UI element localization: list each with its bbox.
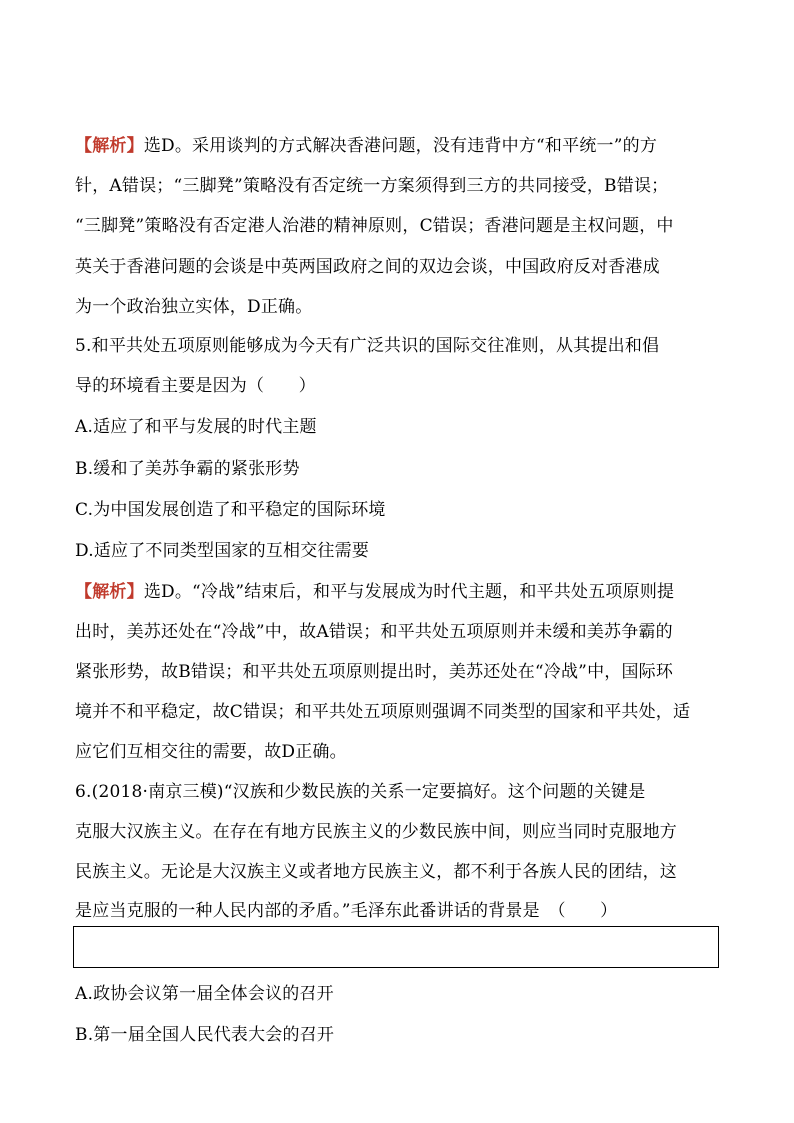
- q4-analysis-line-1: 【解析】选D。采用谈判的方式解决香港问题，没有违背中方“和平统一”的方: [75, 136, 658, 156]
- q5-option-d[interactable]: D.适应了不同类型国家的互相交往需要: [75, 541, 370, 561]
- q6-stem-line-1: 6.(2018·南京三模)“汉族和少数民族的关系一定要搞好。这个问题的关键是: [75, 782, 646, 802]
- q6-stem-line-3: 民族主义。无论是大汉族主义或者地方民族主义，都不利于各族人民的团结，这: [75, 862, 677, 882]
- q6-stem-line-4: 是应当克服的一种人民内部的矛盾。”毛泽东此番讲话的背景是 （ ）: [75, 901, 618, 921]
- q5-stem-line-1: 5.和平共处五项原则能够成为今天有广泛共识的国际交往准则，从其提出和倡: [75, 336, 660, 356]
- q4-analysis-line-4: 英关于香港问题的会谈是中英两国政府之间的双边会谈，中国政府反对香港成: [75, 257, 660, 277]
- analysis-tag: 【解析】: [75, 136, 144, 156]
- q6-stem-line-2: 克服大汉族主义。在存在有地方民族主义的少数民族中间，则应当同时克服地方: [75, 822, 677, 842]
- q5-option-c[interactable]: C.为中国发展创造了和平稳定的国际环境: [75, 500, 386, 520]
- q5-analysis-line-5: 应它们互相交往的需要，故D正确。: [75, 742, 347, 762]
- q6-option-b[interactable]: B.第一届全国人民代表大会的召开: [75, 1025, 335, 1045]
- q4-analysis-line-3: “三脚凳”策略没有否定港人治港的精神原则，C错误；香港问题是主权问题，中: [75, 216, 674, 236]
- q6-option-a[interactable]: A.政协会议第一届全体会议的召开: [75, 984, 334, 1004]
- q5-analysis-line-3: 紧张形势，故B错误；和平共处五项原则提出时，美苏还处在“冷战”中，国际环: [75, 662, 674, 682]
- analysis-tag: 【解析】: [75, 582, 144, 602]
- q5-stem-line-2: 导的环境看主要是因为（ ）: [75, 376, 316, 396]
- q5-analysis-line-1: 【解析】选D。“冷战”结束后，和平与发展成为时代主题，和平共处五项原则提: [75, 582, 675, 602]
- q4-analysis-line-5: 为一个政治独立实体，D正确。: [75, 297, 313, 317]
- q5-analysis-line-2: 出时，美苏还处在“冷战”中，故A错误；和平共处五项原则并未缓和美苏争霸的: [75, 622, 673, 642]
- q4-analysis-line-2: 针，A错误；“三脚凳”策略没有否定统一方案须得到三方的共同接受，B错误；: [75, 176, 669, 196]
- q5-analysis-line-4: 境并不和平稳定，故C错误；和平共处五项原则强调不同类型的国家和平共处，适: [75, 702, 691, 722]
- q5-option-b[interactable]: B.缓和了美苏争霸的紧张形势: [75, 459, 300, 479]
- q5-option-a[interactable]: A.适应了和平与发展的时代主题: [75, 417, 317, 437]
- answer-box[interactable]: [73, 926, 719, 968]
